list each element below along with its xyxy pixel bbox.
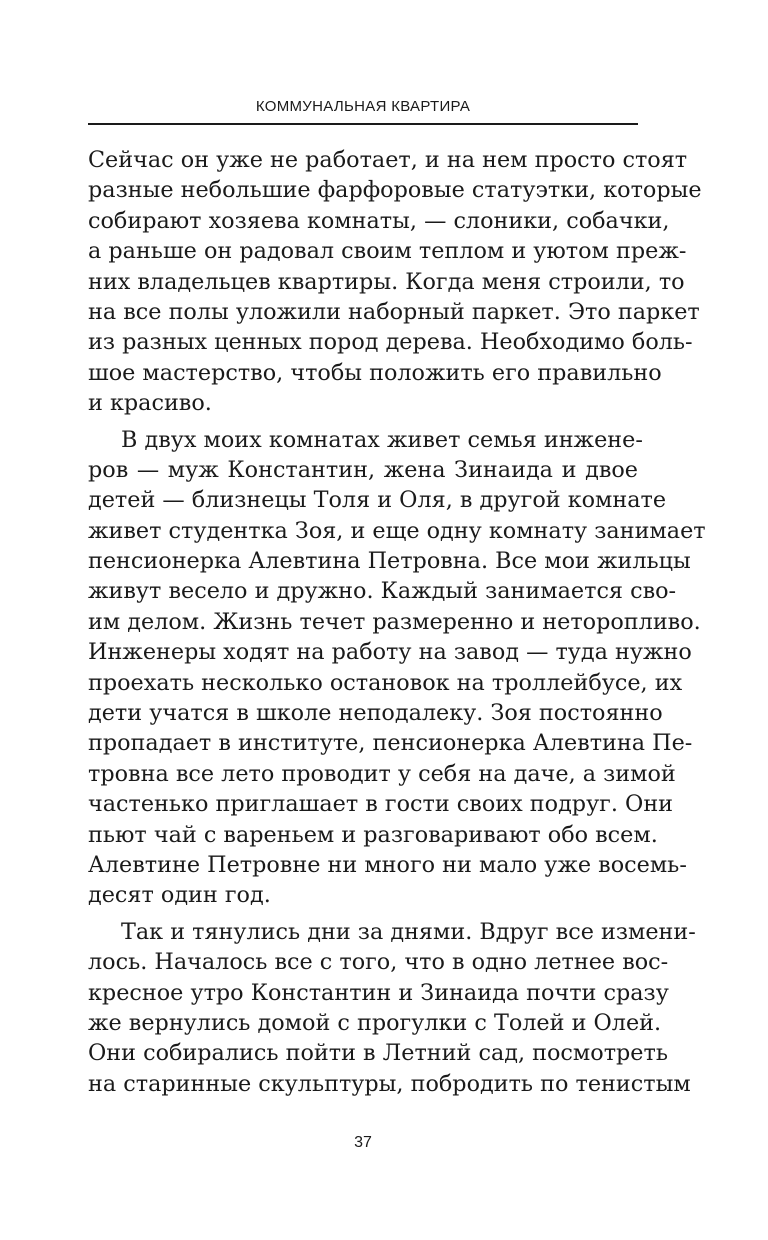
text-line: шое мастерство, чтобы положить его правильно: [88, 359, 662, 386]
text-line: им делом. Жизнь течет размеренно и неторопливо.: [88, 608, 701, 635]
text-line: живет студентка Зоя, и еще одну комнату занимает: [88, 517, 706, 544]
text-line: лось. Началось все с того, что в одно летнее вос-: [88, 949, 669, 976]
text-line: Так и тянулись дни за днями. Вдруг все измени-: [121, 918, 696, 945]
text-line: дети учатся в школе неподалеку. Зоя постоянно: [88, 700, 663, 727]
text-line: кресное утро Константин и Зинаида почти сразу: [88, 979, 669, 1006]
text-line: детей — близнецы Толя и Оля, в другой комнате: [88, 487, 667, 514]
text-line: собирают хозяева комнаты, — слоники, собачки,: [88, 207, 670, 234]
body-text: [88, 145, 706, 1099]
text-line: десят один год.: [88, 882, 271, 909]
text-line: разные небольшие фарфоровые статуэтки, которые: [88, 177, 702, 204]
text-line: Они собирались пойти в Летний сад, посмотреть: [88, 1040, 668, 1067]
running-title: КОММУНАЛЬНАЯ КВАРТИРА: [255, 98, 471, 115]
paragraph: [88, 425, 706, 911]
text-line: тровна все лето проводит у себя на даче, а зимой: [88, 760, 676, 787]
page-number: 37: [354, 1134, 372, 1151]
text-line: пьют чай с вареньем и разговаривают обо всем.: [88, 821, 658, 848]
text-line: пропадает в институте, пенсионерка Алевтина Пе-: [88, 730, 693, 757]
text-line: Алевтине Петровне ни много ни мало уже восемь-: [88, 851, 687, 878]
text-line: на все полы уложили наборный паркет. Это паркет: [88, 298, 700, 325]
text-line: Инженеры ходят на работу на завод — туда нужно: [88, 639, 692, 666]
text-line: ров — муж Константин, жена Зинаида и двое: [88, 456, 638, 483]
text-line: пенсионерка Алевтина Петровна. Все мои жильцы: [88, 548, 691, 575]
text-line: и красиво.: [88, 390, 212, 417]
text-line: них владельцев квартиры. Когда меня строили, то: [88, 268, 685, 295]
text-line: В двух моих комнатах живет семья инжене-: [121, 426, 643, 453]
paragraph: [88, 917, 696, 1099]
text-line: частенько приглашает в гости своих подруг. Они: [88, 791, 674, 818]
header-rule: [88, 123, 638, 125]
text-line: живут весело и дружно. Каждый занимается сво-: [88, 578, 677, 605]
text-line: на старинные скульптуры, побродить по тенистым: [88, 1070, 691, 1097]
text-line: а раньше он радовал своим теплом и уютом преж-: [88, 238, 687, 265]
paragraph: [88, 145, 702, 419]
text-line: проехать несколько остановок на троллейбусе, их: [88, 669, 683, 696]
text-line: же вернулись домой с прогулки с Толей и Олей.: [88, 1009, 662, 1036]
text-line: Сейчас он уже не работает, и на нем просто стоят: [88, 147, 688, 173]
text-line: из разных ценных пород дерева. Необходимо боль-: [88, 329, 693, 356]
